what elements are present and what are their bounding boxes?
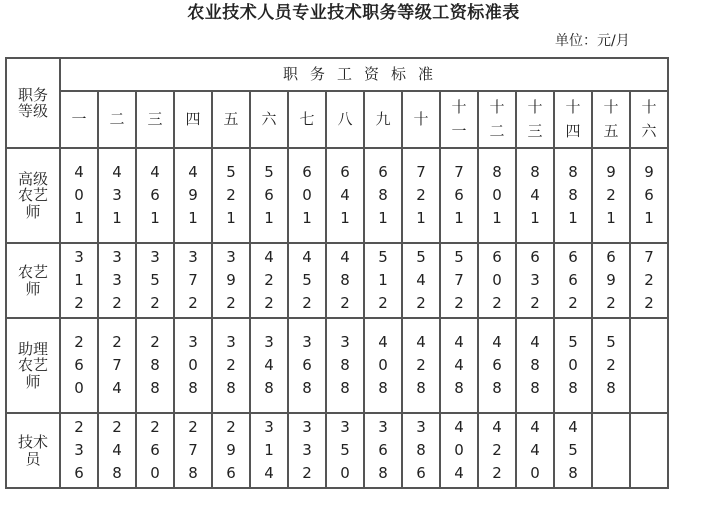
salary-value: 392 <box>226 247 236 313</box>
salary-value-cell <box>592 148 630 243</box>
salary-value-cell <box>630 243 668 318</box>
salary-value: 332 <box>112 247 122 313</box>
salary-value: 248 <box>112 417 122 483</box>
grade-label: 六 <box>261 109 277 128</box>
salary-value-cell <box>516 243 554 318</box>
salary-value: 352 <box>150 247 160 313</box>
salary-value-cell <box>136 243 174 318</box>
grade-header-cell <box>402 91 440 148</box>
salary-value-cell <box>136 413 174 488</box>
salary-value: 350 <box>340 417 350 483</box>
salary-value-cell <box>364 148 402 243</box>
rank-label-cell <box>6 413 60 488</box>
grade-header-cell <box>212 91 250 148</box>
grade-header-cell <box>440 91 478 148</box>
empty-cell <box>630 413 668 488</box>
salary-value-cell <box>402 413 440 488</box>
salary-value: 508 <box>568 332 578 398</box>
salary-value-cell <box>326 318 364 413</box>
grade-header-cell <box>136 91 174 148</box>
salary-value: 404 <box>454 417 464 483</box>
salary-value-cell <box>212 318 250 413</box>
rank-label-cell <box>6 148 60 243</box>
salary-value-cell <box>250 243 288 318</box>
salary-value: 458 <box>568 417 578 483</box>
salary-value: 431 <box>112 162 122 228</box>
salary-value-cell <box>174 318 212 413</box>
grade-header-cell <box>60 91 98 148</box>
salary-value: 386 <box>416 417 426 483</box>
unit-label: 单位：元/月 <box>555 33 630 49</box>
grade-header-cell <box>478 91 516 148</box>
salary-value: 372 <box>188 247 198 313</box>
grade-header-cell <box>98 91 136 148</box>
salary-value: 260 <box>150 417 160 483</box>
grade-label: 七 <box>299 109 315 128</box>
grade-header-cell <box>364 91 402 148</box>
salary-value: 512 <box>378 247 388 313</box>
grade-header-cell <box>630 91 668 148</box>
salary-value-cell <box>174 243 212 318</box>
salary-value-cell <box>440 318 478 413</box>
salary-value-cell <box>592 243 630 318</box>
salary-value: 312 <box>74 247 84 313</box>
salary-value: 401 <box>74 162 84 228</box>
salary-value: 332 <box>302 417 312 483</box>
corner-label: 职务等级 <box>17 85 48 120</box>
salary-value: 488 <box>530 332 540 398</box>
grade-header-cell <box>250 91 288 148</box>
salary-value-cell <box>60 243 98 318</box>
grade-label: 十六 <box>641 98 657 140</box>
salary-value: 368 <box>378 417 388 483</box>
grade-label: 四 <box>185 109 201 128</box>
salary-value-cell <box>136 148 174 243</box>
salary-value: 921 <box>606 162 616 228</box>
salary-value: 561 <box>264 162 274 228</box>
salary-value-cell <box>60 318 98 413</box>
salary-value-cell <box>98 148 136 243</box>
salary-value-cell <box>554 148 592 243</box>
salary-value-cell <box>478 243 516 318</box>
salary-value-cell <box>288 148 326 243</box>
salary-value-cell <box>98 243 136 318</box>
salary-value: 296 <box>226 417 236 483</box>
salary-value-cell <box>516 318 554 413</box>
salary-value-cell <box>60 148 98 243</box>
salary-value-cell <box>212 413 250 488</box>
salary-value-cell <box>554 413 592 488</box>
salary-value-cell <box>440 413 478 488</box>
salary-value: 681 <box>378 162 388 228</box>
salary-value: 722 <box>644 247 654 313</box>
salary-value-cell <box>174 413 212 488</box>
salary-value-cell <box>630 148 668 243</box>
empty-cell <box>630 318 668 413</box>
salary-value-cell <box>402 148 440 243</box>
salary-value: 881 <box>568 162 578 228</box>
salary-value: 491 <box>188 162 198 228</box>
salary-value: 308 <box>188 332 198 398</box>
grade-label: 九 <box>375 109 391 128</box>
salary-value: 422 <box>264 247 274 313</box>
salary-value: 422 <box>492 417 502 483</box>
salary-value-cell <box>212 148 250 243</box>
salary-value-cell <box>440 148 478 243</box>
table-row <box>6 243 668 318</box>
salary-value: 841 <box>530 162 540 228</box>
header-row-top <box>6 58 668 91</box>
salary-value: 641 <box>340 162 350 228</box>
grade-label: 八 <box>337 109 353 128</box>
grade-header-cell <box>174 91 212 148</box>
table-row <box>6 318 668 413</box>
rank-name: 高级农艺师 <box>17 169 48 221</box>
salary-value: 274 <box>112 332 122 398</box>
grade-label: 三 <box>147 109 163 128</box>
salary-value: 448 <box>454 332 464 398</box>
grade-label: 十 <box>413 109 429 128</box>
salary-value: 801 <box>492 162 502 228</box>
salary-value-cell <box>326 413 364 488</box>
salary-value: 348 <box>264 332 274 398</box>
salary-value-cell <box>364 413 402 488</box>
salary-value-cell <box>516 413 554 488</box>
rank-name: 助理农艺师 <box>17 339 48 391</box>
grade-label: 二 <box>109 109 125 128</box>
page-title: 农业技术人员专业技术职务等级工资标准表 <box>187 3 520 23</box>
salary-value-cell <box>402 318 440 413</box>
salary-value-cell <box>212 243 250 318</box>
salary-value-cell <box>402 243 440 318</box>
salary-value-cell <box>592 318 630 413</box>
salary-value-cell <box>98 413 136 488</box>
grade-label: 十一 <box>451 98 467 140</box>
salary-value-cell <box>250 413 288 488</box>
table-row <box>6 413 668 488</box>
grade-header-cell <box>592 91 630 148</box>
salary-value-cell <box>364 243 402 318</box>
salary-value: 452 <box>302 247 312 313</box>
salary-value: 692 <box>606 247 616 313</box>
salary-value: 521 <box>226 162 236 228</box>
salary-value: 314 <box>264 417 274 483</box>
salary-value-cell <box>364 318 402 413</box>
salary-value: 408 <box>378 332 388 398</box>
salary-value: 278 <box>188 417 198 483</box>
rank-name: 农艺师 <box>17 263 48 298</box>
salary-value: 528 <box>606 332 616 398</box>
salary-value-cell <box>478 318 516 413</box>
grade-label: 十二 <box>489 98 505 140</box>
grade-label: 十五 <box>603 98 619 140</box>
salary-value-cell <box>136 318 174 413</box>
salary-value-cell <box>478 148 516 243</box>
grade-header-cell <box>554 91 592 148</box>
salary-value-cell <box>60 413 98 488</box>
salary-value: 440 <box>530 417 540 483</box>
grade-label: 五 <box>223 109 239 128</box>
empty-cell <box>592 413 630 488</box>
grade-header-row <box>6 91 668 148</box>
salary-value: 721 <box>416 162 426 228</box>
grade-label: 一 <box>71 109 87 128</box>
salary-value: 662 <box>568 247 578 313</box>
salary-value: 368 <box>302 332 312 398</box>
rank-label-cell <box>6 318 60 413</box>
grade-label: 十四 <box>565 98 581 140</box>
salary-value: 461 <box>150 162 160 228</box>
salary-value-cell <box>326 148 364 243</box>
salary-value: 288 <box>150 332 160 398</box>
salary-value-cell <box>250 148 288 243</box>
salary-value-cell <box>174 148 212 243</box>
salary-value-cell <box>98 318 136 413</box>
salary-value-cell <box>554 243 592 318</box>
grade-header-cell <box>288 91 326 148</box>
salary-value: 602 <box>492 247 502 313</box>
salary-value-cell <box>288 413 326 488</box>
grade-header-cell <box>326 91 364 148</box>
salary-value-cell <box>478 413 516 488</box>
rank-label-cell <box>6 243 60 318</box>
salary-value: 236 <box>74 417 84 483</box>
salary-standard-header: 职务工资标准 <box>60 58 668 91</box>
rank-name: 技术员 <box>17 433 48 468</box>
salary-value-cell <box>326 243 364 318</box>
salary-value: 260 <box>74 332 84 398</box>
salary-value: 542 <box>416 247 426 313</box>
salary-value-cell <box>250 318 288 413</box>
salary-value: 388 <box>340 332 350 398</box>
salary-value-cell <box>554 318 592 413</box>
grade-header-cell <box>516 91 554 148</box>
salary-value: 468 <box>492 332 502 398</box>
salary-value: 761 <box>454 162 464 228</box>
salary-value: 632 <box>530 247 540 313</box>
table-row <box>6 148 668 243</box>
salary-value-cell <box>288 318 326 413</box>
salary-value: 572 <box>454 247 464 313</box>
salary-value-cell <box>516 148 554 243</box>
salary-table <box>5 57 669 489</box>
salary-value: 601 <box>302 162 312 228</box>
salary-value-cell <box>440 243 478 318</box>
grade-label: 十三 <box>527 98 543 140</box>
salary-value: 961 <box>644 162 654 228</box>
salary-value: 328 <box>226 332 236 398</box>
salary-value: 482 <box>340 247 350 313</box>
salary-value-cell <box>288 243 326 318</box>
salary-value: 428 <box>416 332 426 398</box>
corner-header <box>6 58 60 148</box>
